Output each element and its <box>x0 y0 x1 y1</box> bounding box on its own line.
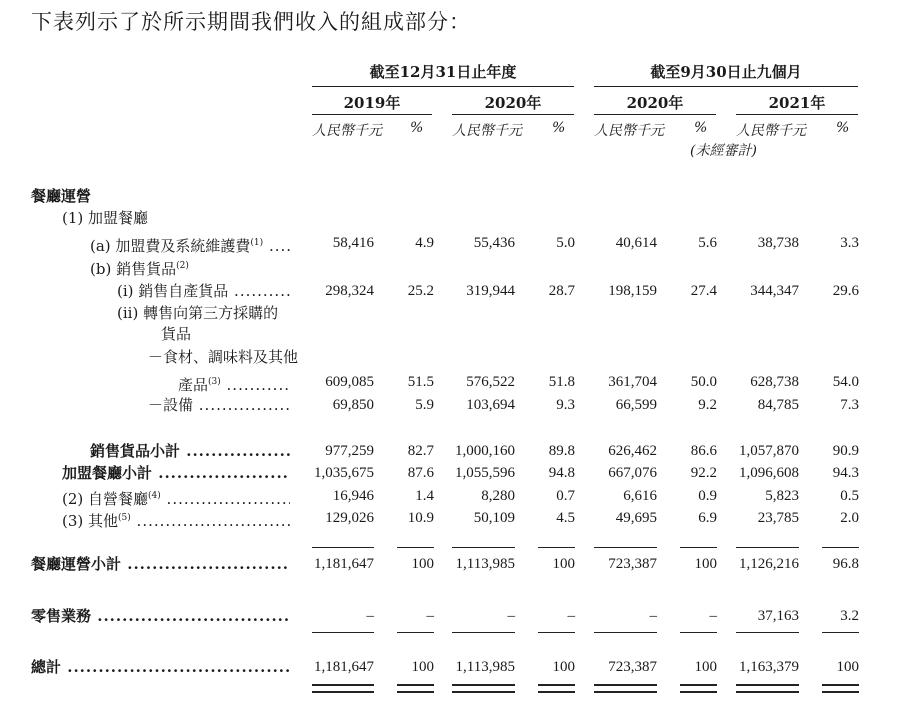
cell-total-amount-2020: 1,113,985 <box>455 659 515 675</box>
row-label-resale-line2: 貨品 <box>161 325 192 343</box>
header-group-year: 截至12月31日止年度 <box>369 63 517 81</box>
cell-fee-pct-2020: 5.0 <box>556 235 575 251</box>
header-year-2019: 2019年 <box>343 94 401 112</box>
cell-other-pct-2021: 2.0 <box>840 510 859 526</box>
row-label-others: (3) 其他$^{(5)}$ ..... <box>62 507 290 529</box>
total-double-rule-2020-pct <box>538 684 575 693</box>
cell-rest_sub-pct-2020n: 100 <box>694 556 717 572</box>
header-group-year-underline <box>312 86 574 87</box>
row-label-own-goods: (i) 銷售自產貨品 ..... <box>117 280 290 302</box>
header-year-2020-nine-months-underline <box>594 114 716 115</box>
cell-self-pct-2020n: 0.9 <box>698 488 717 504</box>
cell-goods_sub-pct-2019: 82.7 <box>407 443 434 459</box>
header-year-2020-nine-months: 2020年 <box>626 94 684 112</box>
cell-other-amount-2019: 129,026 <box>325 510 374 526</box>
cell-food2-amount-2020: 576,522 <box>466 374 515 390</box>
cell-fr_sub-amount-2019: 1,035,675 <box>314 465 374 481</box>
cell-equip-amount-2020n: 66,599 <box>615 397 657 413</box>
cell-self-pct-2020: 0.7 <box>556 488 575 504</box>
subtotal-rule-2020n <box>594 547 657 548</box>
row-label-restaurant-operations: 餐廳運營 <box>31 187 92 205</box>
cell-retail-pct-2020n: – <box>709 608 717 624</box>
total-double-rule-2020n <box>594 684 657 693</box>
row-label-total: 總計 ..... <box>31 656 290 678</box>
cell-retail-amount-2021: 37,163 <box>757 608 799 624</box>
cell-total-pct-2020n: 100 <box>694 659 717 675</box>
cell-equip-pct-2021: 7.3 <box>840 397 859 413</box>
cell-equip-pct-2020n: 9.2 <box>698 397 717 413</box>
retail-rule-2020n-pct <box>680 632 717 633</box>
cell-rest_sub-amount-2020: 1,113,985 <box>455 556 515 572</box>
cell-food2-pct-2020n: 50.0 <box>690 374 717 390</box>
cell-equip-amount-2020: 103,694 <box>466 397 515 413</box>
cell-equip-amount-2019: 69,850 <box>332 397 374 413</box>
retail-rule-2019-pct <box>397 632 434 633</box>
cell-food2-pct-2019: 51.5 <box>407 374 434 390</box>
cell-fr_sub-amount-2020n: 667,076 <box>608 465 657 481</box>
cell-total-pct-2021: 100 <box>836 659 859 675</box>
retail-rule-2019 <box>312 632 374 633</box>
row-label-food-line1: －食材、調味料及其他 <box>148 348 299 366</box>
row-label-franchise: (1) 加盟餐廳 <box>62 209 149 227</box>
subtotal-rule-2019 <box>312 547 374 548</box>
cell-food2-pct-2021: 54.0 <box>832 374 859 390</box>
cell-self-pct-2021: 0.5 <box>840 488 859 504</box>
cell-fee-amount-2020: 55,436 <box>473 235 515 251</box>
row-label-equipment: －設備 ..... <box>148 394 290 416</box>
cell-goods_sub-amount-2021: 1,057,870 <box>739 443 799 459</box>
cell-self-amount-2020n: 6,616 <box>623 488 657 504</box>
cell-equip-pct-2020: 9.3 <box>556 397 575 413</box>
cell-fee-amount-2021: 38,738 <box>757 235 799 251</box>
row-label-restaurant-subtotal: 餐廳運營小計 ..... <box>31 553 290 575</box>
row-label-franchise-subtotal: 加盟餐廳小計 ..... <box>62 462 290 484</box>
cell-retail-amount-2020: – <box>507 608 515 624</box>
cell-rest_sub-pct-2021: 96.8 <box>832 556 859 572</box>
cell-own-pct-2020n: 27.4 <box>690 283 717 299</box>
cell-goods_sub-amount-2019: 977,259 <box>325 443 374 459</box>
cell-retail-pct-2019: – <box>426 608 434 624</box>
header-group-nine-months: 截至9月30日止九個月 <box>650 63 802 81</box>
cell-goods_sub-amount-2020n: 626,462 <box>608 443 657 459</box>
cell-fr_sub-pct-2020: 94.8 <box>548 465 575 481</box>
cell-food2-amount-2020n: 361,704 <box>608 374 657 390</box>
cell-retail-pct-2020: – <box>567 608 575 624</box>
row-label-self-operated: (2) 自營餐廳$^{(4)}$ ..... <box>62 485 290 507</box>
cell-retail-pct-2021: 3.2 <box>840 608 859 624</box>
header-amount-2020-nine-months: 人民幣千元 <box>594 123 664 139</box>
subtotal-rule-2020-pct <box>538 547 575 548</box>
cell-own-amount-2021: 344,347 <box>750 283 799 299</box>
retail-rule-2020n <box>594 632 657 633</box>
cell-fee-amount-2020n: 40,614 <box>615 235 657 251</box>
cell-own-amount-2020: 319,944 <box>466 283 515 299</box>
row-label-sale-of-goods: (b) 銷售貨品$^{(2)}$ <box>90 260 189 278</box>
header-amount-2020: 人民幣千元 <box>452 123 522 139</box>
cell-fee-amount-2019: 58,416 <box>332 235 374 251</box>
row-label-franchise-fee: (a) 加盟費及系統維護費$^{(1)}$ ..... <box>90 232 290 254</box>
subtotal-rule-2021-pct <box>822 547 859 548</box>
header-pct-2021: % <box>836 120 850 136</box>
cell-other-amount-2021: 23,785 <box>757 510 799 526</box>
cell-total-pct-2019: 100 <box>411 659 434 675</box>
cell-total-amount-2019: 1,181,647 <box>314 659 374 675</box>
cell-total-amount-2021: 1,163,379 <box>739 659 799 675</box>
cell-other-pct-2020n: 6.9 <box>698 510 717 526</box>
cell-fee-pct-2021: 3.3 <box>840 235 859 251</box>
header-unaudited: (未經審計) <box>690 143 757 159</box>
subtotal-rule-2020 <box>452 547 515 548</box>
cell-food2-amount-2019: 609,085 <box>325 374 374 390</box>
cell-rest_sub-amount-2019: 1,181,647 <box>314 556 374 572</box>
row-label-retail: 零售業務 ..... <box>31 605 290 627</box>
cell-fr_sub-pct-2020n: 92.2 <box>690 465 717 481</box>
cell-equip-amount-2021: 84,785 <box>757 397 799 413</box>
cell-retail-amount-2019: – <box>366 608 374 624</box>
header-pct-2019: % <box>410 120 424 136</box>
header-amount-2019: 人民幣千元 <box>312 123 382 139</box>
subtotal-rule-2020n-pct <box>680 547 717 548</box>
cell-self-amount-2021: 5,823 <box>765 488 799 504</box>
cell-own-pct-2020: 28.7 <box>548 283 575 299</box>
cell-goods_sub-pct-2021: 90.9 <box>832 443 859 459</box>
header-year-2021-underline <box>736 114 858 115</box>
cell-goods_sub-amount-2020: 1,000,160 <box>455 443 515 459</box>
total-double-rule-2019 <box>312 684 374 693</box>
cell-other-amount-2020: 50,109 <box>473 510 515 526</box>
cell-fr_sub-pct-2019: 87.6 <box>407 465 434 481</box>
header-pct-2020-nine-months: % <box>694 120 708 136</box>
cell-total-amount-2020n: 723,387 <box>608 659 657 675</box>
total-double-rule-2021 <box>736 684 799 693</box>
header-year-2020: 2020年 <box>484 94 542 112</box>
cell-fee-pct-2019: 4.9 <box>415 235 434 251</box>
total-double-rule-2020 <box>452 684 515 693</box>
cell-fr_sub-amount-2021: 1,096,608 <box>739 465 799 481</box>
header-year-2020-underline <box>452 114 574 115</box>
cell-rest_sub-amount-2020n: 723,387 <box>608 556 657 572</box>
cell-goods_sub-pct-2020n: 86.6 <box>690 443 717 459</box>
cell-own-amount-2019: 298,324 <box>325 283 374 299</box>
retail-rule-2020-pct <box>538 632 575 633</box>
cell-rest_sub-amount-2021: 1,126,216 <box>739 556 799 572</box>
header-group-nine-months-underline <box>594 86 858 87</box>
retail-rule-2021 <box>736 632 799 633</box>
cell-self-amount-2020: 8,280 <box>481 488 515 504</box>
cell-own-amount-2020n: 198,159 <box>608 283 657 299</box>
cell-fr_sub-pct-2021: 94.3 <box>832 465 859 481</box>
cell-own-pct-2019: 25.2 <box>407 283 434 299</box>
row-label-resale-line1: (ii) 轉售向第三方採購的 <box>117 304 279 322</box>
total-double-rule-2020n-pct <box>680 684 717 693</box>
header-year-2021: 2021年 <box>768 94 826 112</box>
cell-self-amount-2019: 16,946 <box>332 488 374 504</box>
cell-fee-pct-2020n: 5.6 <box>698 235 717 251</box>
row-label-food-line2: 產品$^{(3)}$ ..... <box>178 371 290 393</box>
intro-text: 下表列示了於所示期間我們收入的組成部分： <box>31 10 471 34</box>
cell-other-pct-2019: 10.9 <box>407 510 434 526</box>
header-year-2019-underline <box>312 114 432 115</box>
cell-other-amount-2020n: 49,695 <box>615 510 657 526</box>
row-label-goods-subtotal: 銷售貨品小計 ..... <box>90 440 290 462</box>
cell-food2-pct-2020: 51.8 <box>548 374 575 390</box>
header-pct-2020: % <box>552 120 566 136</box>
subtotal-rule-2019-pct <box>397 547 434 548</box>
header-amount-2021: 人民幣千元 <box>736 123 806 139</box>
cell-rest_sub-pct-2020: 100 <box>552 556 575 572</box>
cell-goods_sub-pct-2020: 89.8 <box>548 443 575 459</box>
retail-rule-2021-pct <box>822 632 859 633</box>
retail-rule-2020 <box>452 632 515 633</box>
total-double-rule-2019-pct <box>397 684 434 693</box>
cell-own-pct-2021: 29.6 <box>832 283 859 299</box>
cell-equip-pct-2019: 5.9 <box>415 397 434 413</box>
cell-total-pct-2020: 100 <box>552 659 575 675</box>
cell-fr_sub-amount-2020: 1,055,596 <box>455 465 515 481</box>
cell-retail-amount-2020n: – <box>649 608 657 624</box>
cell-food2-amount-2021: 628,738 <box>750 374 799 390</box>
total-double-rule-2021-pct <box>822 684 859 693</box>
cell-self-pct-2019: 1.4 <box>415 488 434 504</box>
cell-other-pct-2020: 4.5 <box>556 510 575 526</box>
cell-rest_sub-pct-2019: 100 <box>411 556 434 572</box>
subtotal-rule-2021 <box>736 547 799 548</box>
